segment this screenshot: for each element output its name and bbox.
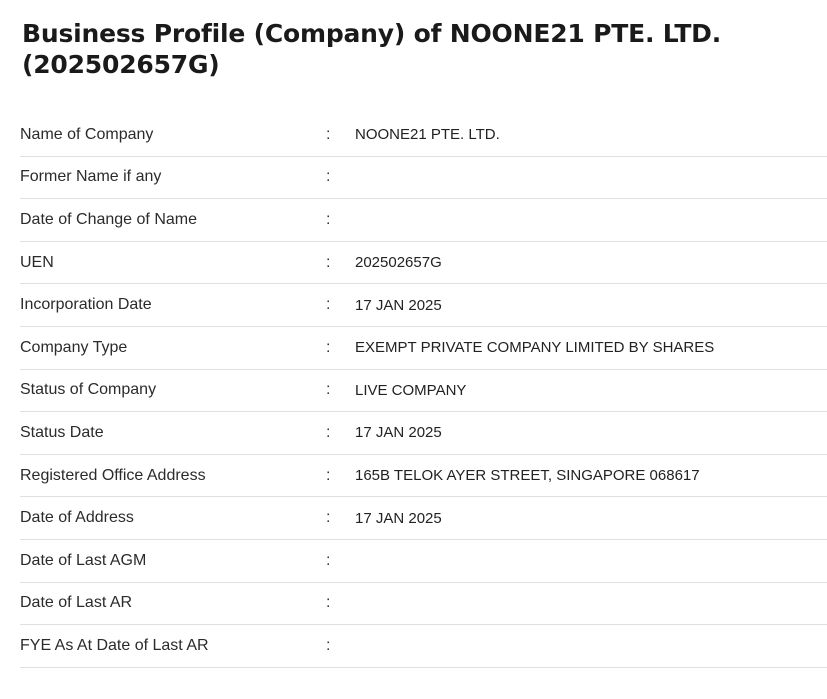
row-value: 17 JAN 2025 <box>355 424 442 442</box>
row-separator: : <box>326 466 331 484</box>
row-value: 202502657G <box>355 254 442 272</box>
row-value: 17 JAN 2025 <box>355 296 442 314</box>
row-former-name <box>20 157 827 200</box>
row-label: Name of Company <box>20 125 154 143</box>
row-label: Date of Last AGM <box>20 551 147 569</box>
row-label: Status of Company <box>20 381 157 399</box>
row-date-of-last-agm <box>20 540 827 583</box>
row-label: UEN <box>20 253 54 271</box>
row-separator: : <box>326 509 331 527</box>
profile-table <box>20 114 827 668</box>
row-name-of-company <box>20 114 827 157</box>
row-value: 17 JAN 2025 <box>355 509 442 527</box>
row-registered-office-address <box>20 455 827 498</box>
row-separator: : <box>326 423 331 441</box>
row-label: Company Type <box>20 338 128 356</box>
row-date-of-address <box>20 497 827 540</box>
row-date-of-last-ar <box>20 583 827 626</box>
row-label: Date of Change of Name <box>20 210 197 228</box>
row-separator: : <box>326 594 331 612</box>
row-separator: : <box>326 210 331 228</box>
row-label: FYE As At Date of Last AR <box>20 636 209 654</box>
row-separator: : <box>326 636 331 654</box>
row-date-of-change-of-name <box>20 199 827 242</box>
row-separator: : <box>326 296 331 314</box>
row-value: NOONE21 PTE. LTD. <box>355 126 500 144</box>
row-separator: : <box>326 338 331 356</box>
row-label: Former Name if any <box>20 168 162 186</box>
row-separator: : <box>326 381 331 399</box>
page-title: Business Profile (Company) of NOONE21 PTE. LTD. (202502657G) <box>22 19 722 79</box>
row-label: Registered Office Address <box>20 466 206 484</box>
row-label: Date of Address <box>20 509 134 527</box>
row-label: Incorporation Date <box>20 296 152 314</box>
row-status-date <box>20 412 827 455</box>
row-separator: : <box>326 125 331 143</box>
row-value: EXEMPT PRIVATE COMPANY LIMITED BY SHARES <box>355 339 715 357</box>
row-separator: : <box>326 551 331 569</box>
row-status-of-company <box>20 370 827 413</box>
row-label: Date of Last AR <box>20 594 133 612</box>
row-incorporation-date <box>20 284 827 327</box>
row-fye-as-at-date-of-last-ar <box>20 625 827 668</box>
row-separator: : <box>326 253 331 271</box>
row-label: Status Date <box>20 423 104 441</box>
row-value: LIVE COMPANY <box>355 381 467 399</box>
row-uen <box>20 242 827 285</box>
row-separator: : <box>326 168 331 186</box>
row-value: 165B TELOK AYER STREET, SINGAPORE 068617 <box>355 467 700 485</box>
row-company-type <box>20 327 827 370</box>
